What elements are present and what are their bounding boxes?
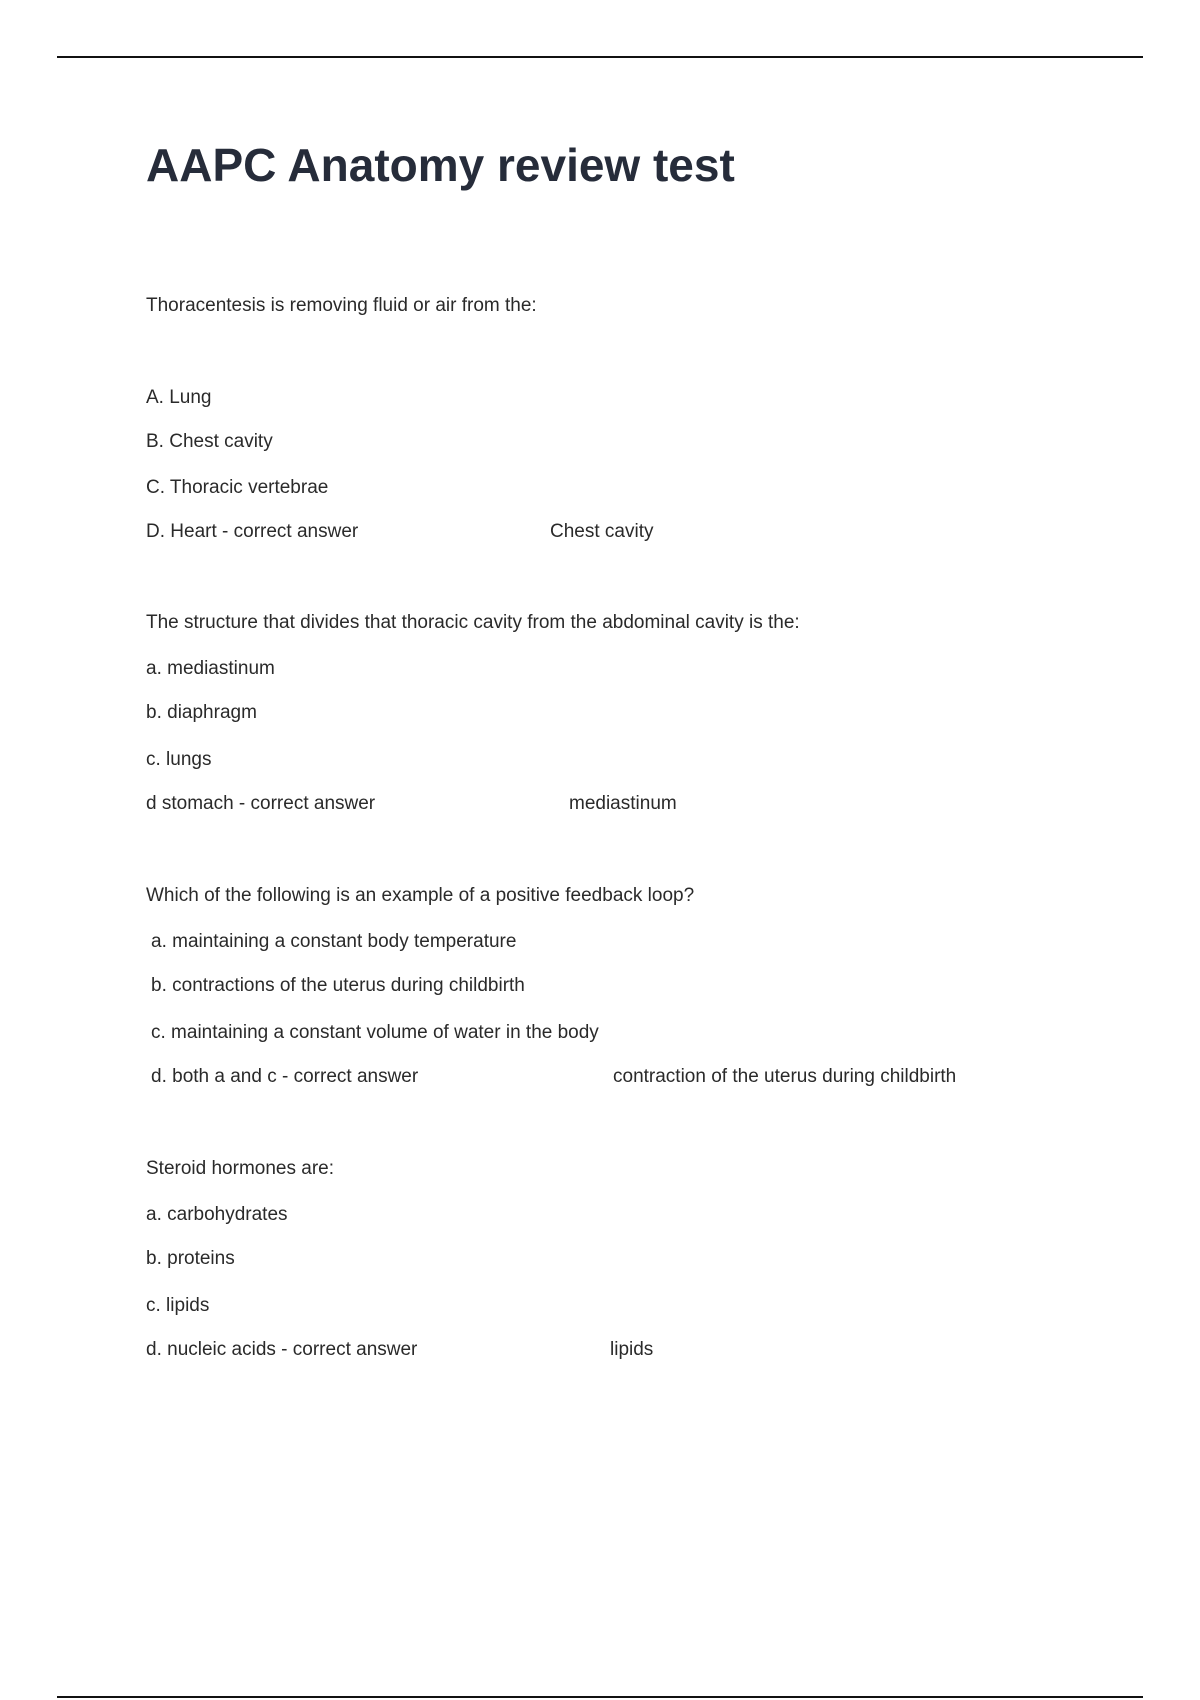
question-2-prompt: The structure that divides that thoracic cavity from the abdominal cavity is the: — [146, 612, 800, 633]
question-2-answer: mediastinum — [569, 793, 677, 814]
question-4-option-c: c. lipids — [146, 1295, 210, 1316]
question-2-option-b: b. diaphragm — [146, 702, 257, 723]
question-1-answer: Chest cavity — [550, 521, 654, 542]
question-3-option-d: d. both a and c - correct answer — [151, 1066, 419, 1087]
question-2-option-a: a. mediastinum — [146, 658, 275, 679]
question-1-option-d: D. Heart - correct answer — [146, 521, 359, 542]
question-4-option-b: b. proteins — [146, 1248, 235, 1269]
question-4-prompt: Steroid hormones are: — [146, 1158, 334, 1179]
question-4-option-d: d. nucleic acids - correct answer — [146, 1339, 418, 1360]
document-title: AAPC Anatomy review test — [146, 139, 735, 191]
bottom-rule — [57, 1696, 1143, 1698]
question-2-option-d: d stomach - correct answer — [146, 793, 376, 814]
question-1-option-b: B. Chest cavity — [146, 431, 273, 452]
question-3-prompt: Which of the following is an example of a positive feedback loop? — [146, 885, 695, 906]
question-2-option-c: c. lungs — [146, 749, 212, 770]
question-3-option-a: a. maintaining a constant body temperature — [151, 931, 517, 952]
question-1-option-c: C. Thoracic vertebrae — [146, 477, 329, 498]
question-3-answer: contraction of the uterus during childbirth — [613, 1066, 957, 1087]
question-4-answer: lipids — [610, 1339, 654, 1360]
question-1-option-a: A. Lung — [146, 387, 212, 408]
question-4-option-a: a. carbohydrates — [146, 1204, 288, 1225]
question-3-option-b: b. contractions of the uterus during childbirth — [151, 975, 525, 996]
top-rule — [57, 56, 1143, 58]
question-3-option-c: c. maintaining a constant volume of water in the body — [151, 1022, 599, 1043]
question-1-prompt: Thoracentesis is removing fluid or air from the: — [146, 295, 537, 316]
